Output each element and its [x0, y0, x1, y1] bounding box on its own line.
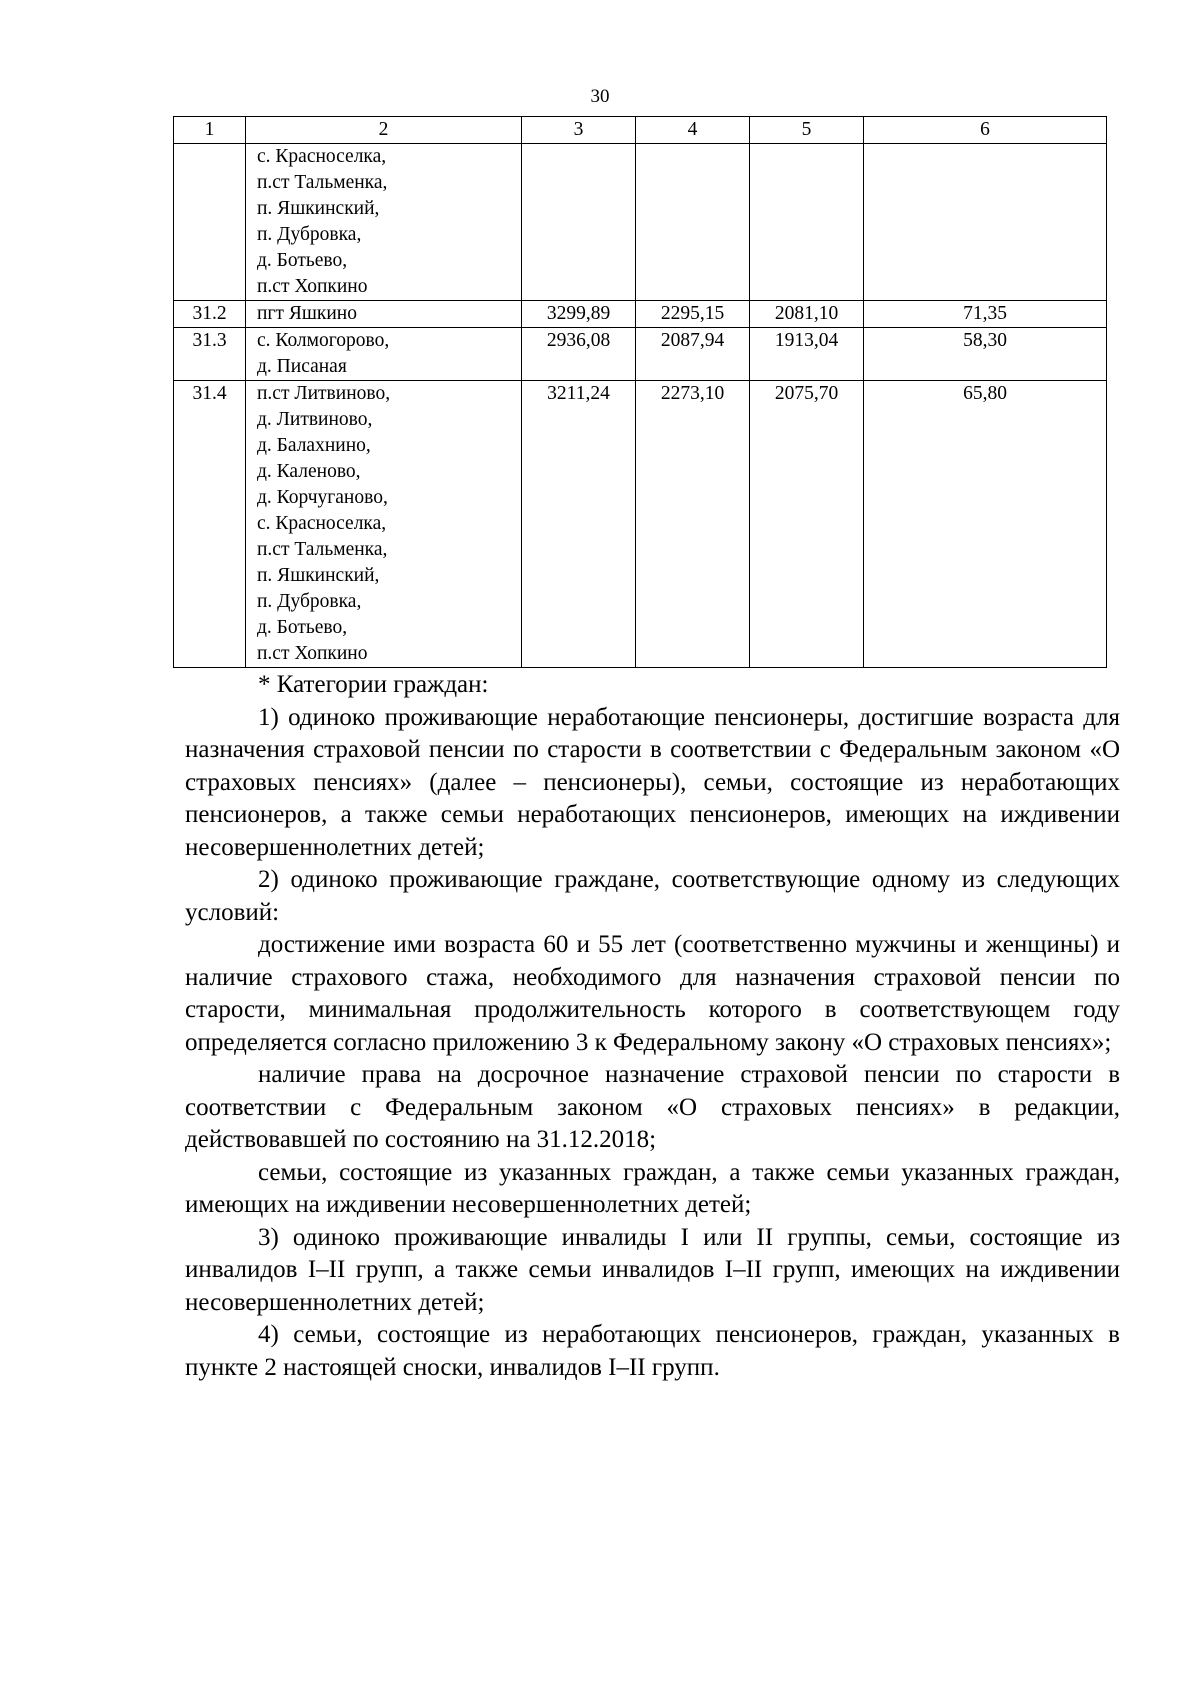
settlement-name: п.ст Хопкино — [257, 276, 368, 297]
value-cell-c6: 58,30 — [864, 328, 1107, 381]
footnote-paragraph: достижение ими возраста 60 и 55 лет (соответственно мужчины и женщины) и наличие страхового стажа, необходимого для назначения страховой пенсии по старости, минимальная продолжительность которого в соответствующем году определяется согласно приложению 3 к Федеральному закону «О страховых пенсиях»; — [185, 931, 1120, 1056]
column-header: 3 — [522, 117, 636, 144]
column-header: 4 — [636, 117, 750, 144]
value-cell-c4 — [636, 144, 750, 301]
page-number: 30 — [590, 86, 610, 107]
value-cell-c4: 2295,15 — [636, 301, 750, 328]
table-header-row — [174, 117, 1107, 144]
settlements-cell — [246, 381, 522, 668]
value-cell-c4: 2087,94 — [636, 328, 750, 381]
settlement-name: д. Корчуганово, — [257, 487, 388, 508]
table-row — [174, 144, 1107, 301]
value-cell-c4: 2273,10 — [636, 381, 750, 668]
settlements-cell — [246, 144, 522, 301]
value-cell-c5: 1913,04 — [750, 328, 864, 381]
table-row — [174, 328, 1107, 381]
value-cell-c5 — [750, 144, 864, 301]
row-number: 31.3 — [174, 328, 246, 381]
settlement-name: п. Яшкинский, — [257, 565, 380, 586]
settlements-cell — [246, 301, 522, 328]
footnote-paragraph: 3) одиноко проживающие инвалиды I или II группы, семьи, состоящие из инвалидов I–II групп, а также семьи инвалидов I–II групп, имеющих на иждивении несовершеннолетних детей; — [185, 1223, 1120, 1316]
value-cell-c3 — [522, 144, 636, 301]
value-cell-c5: 2081,10 — [750, 301, 864, 328]
tariff-table — [173, 116, 1107, 668]
settlement-name: д. Балахнино, — [257, 435, 371, 456]
row-number: 31.4 — [174, 381, 246, 668]
value-cell-c6: 71,35 — [864, 301, 1107, 328]
settlement-name: п.ст Тальменка, — [257, 539, 388, 560]
footnote-section — [185, 669, 1120, 1384]
settlement-name: п.ст Тальменка, — [257, 172, 388, 193]
row-number: 31.2 — [174, 301, 246, 328]
settlement-name: п.ст Хопкино — [257, 643, 368, 664]
settlement-name: п. Дубровка, — [257, 224, 362, 245]
settlement-name: п.ст Литвиново, — [257, 383, 391, 404]
footnote-paragraph: семьи, состоящие из указанных граждан, а также семьи указанных граждан, имеющих на иждивении несовершеннолетних детей; — [185, 1158, 1120, 1218]
column-header: 6 — [864, 117, 1107, 144]
value-cell-c3: 3299,89 — [522, 301, 636, 328]
settlement-name: д. Писаная — [257, 356, 347, 377]
footnote-paragraph: 1) одиноко проживающие неработающие пенсионеры, достигшие возраста для назначения страховой пенсии по старости в соответствии с Федеральным законом «О страховых пенсиях» (далее – пенсионеры), семьи, состоящие из неработающих пенсионеров, а также семьи неработающих пенсионеров, имеющих на иждивении несовершеннолетних детей; — [185, 703, 1120, 861]
value-cell-c3: 3211,24 — [522, 381, 636, 668]
settlement-name: д. Ботьево, — [257, 617, 348, 638]
footnote-paragraph: 4) семьи, состоящие из неработающих пенсионеров, граждан, указанных в пункте 2 настоящей сноски, инвалидов I–II групп. — [185, 1321, 1120, 1381]
settlement-name: д. Каленово, — [257, 461, 361, 482]
settlement-name: с. Красноселка, — [257, 513, 387, 534]
column-header: 5 — [750, 117, 864, 144]
table-row — [174, 301, 1107, 328]
footnote-heading: * Категории граждан: — [258, 671, 489, 698]
row-number — [174, 144, 246, 301]
column-header: 2 — [246, 117, 522, 144]
value-cell-c6 — [864, 144, 1107, 301]
value-cell-c6: 65,80 — [864, 381, 1107, 668]
settlement-name: п. Дубровка, — [257, 591, 362, 612]
footnote-paragraph: наличие права на досрочное назначение страховой пенсии по старости в соответствии с Федеральным законом «О страховых пенсиях» в редакции, действовавшей по состоянию на 31.12.2018; — [185, 1061, 1120, 1153]
settlement-name: пгт Яшкино — [257, 303, 357, 324]
settlement-name: с. Колмогорово, — [257, 330, 390, 351]
value-cell-c5: 2075,70 — [750, 381, 864, 668]
footnote-paragraph: 2) одиноко проживающие граждане, соответствующие одному из следующих условий: — [185, 866, 1120, 926]
settlement-name: д. Ботьево, — [257, 250, 348, 271]
settlement-name: с. Красноселка, — [257, 146, 387, 167]
table-row — [174, 381, 1107, 668]
settlement-name: д. Литвиново, — [257, 409, 373, 430]
settlements-cell — [246, 328, 522, 381]
column-header: 1 — [174, 117, 246, 144]
value-cell-c3: 2936,08 — [522, 328, 636, 381]
settlement-name: п. Яшкинский, — [257, 198, 380, 219]
